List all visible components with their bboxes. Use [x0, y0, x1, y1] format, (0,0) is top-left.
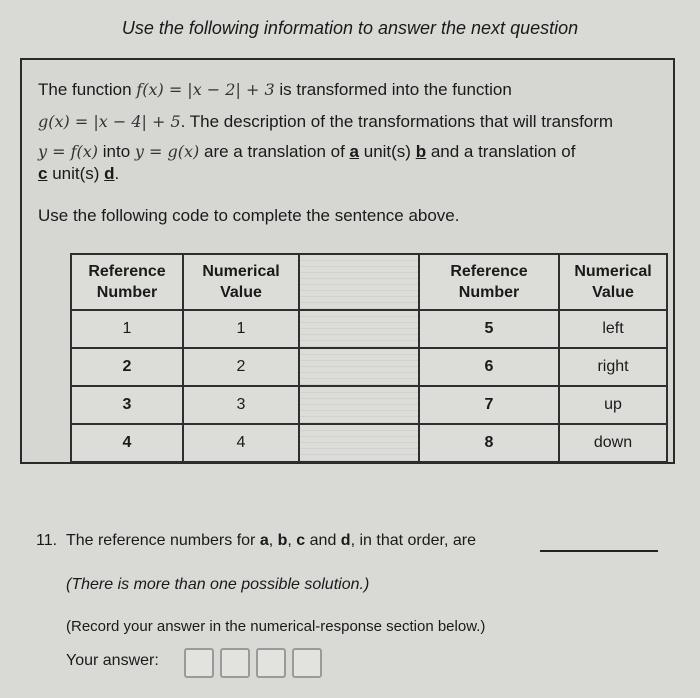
cell: left — [559, 310, 667, 348]
answer-digit-box-1[interactable] — [184, 648, 214, 678]
spacer-cell — [299, 424, 419, 462]
cell: 4 — [71, 424, 183, 462]
header-cell: Reference Number — [419, 254, 559, 310]
your-answer-label: Your answer: — [66, 652, 159, 669]
cell: 6 — [419, 348, 559, 386]
reference-table — [70, 253, 668, 463]
table-row — [71, 424, 667, 462]
cell: 1 — [71, 310, 183, 348]
question-text: The reference numbers for — [65, 532, 260, 549]
table-row — [71, 386, 667, 424]
header-cell: Reference Number — [71, 254, 183, 310]
question-text: , — [268, 532, 278, 549]
code-prompt: Use the following code to complete the sentence above. — [38, 206, 460, 225]
question-letter-a: a — [259, 532, 269, 549]
question-number: 11. — [36, 532, 58, 549]
equation-y-f: y = f(x) — [38, 142, 99, 161]
intro-text: . The description of the transformations that will transform — [180, 112, 614, 131]
blank-c: c — [38, 164, 48, 183]
intro-text: are a translation of — [199, 142, 350, 161]
function-f: f(x) = |x − 2| + 3 — [136, 80, 275, 99]
cell: 1 — [183, 310, 299, 348]
question-instruction: (Record your answer in the numerical-response section below.) — [66, 618, 486, 635]
cell: 3 — [183, 386, 299, 424]
question-text: , in that order, are — [350, 532, 476, 549]
table-row — [71, 348, 667, 386]
cell: up — [559, 386, 667, 424]
intro-text: into — [98, 142, 135, 161]
question-letter-d: d — [340, 532, 351, 549]
intro-text: is transformed into the function — [279, 80, 512, 99]
table-row — [71, 310, 667, 348]
spacer-cell — [299, 348, 419, 386]
blank-d: d — [104, 164, 115, 183]
blank-a: a — [349, 142, 360, 161]
function-g: g(x) = |x − 4| + 5 — [38, 112, 181, 131]
question-letter-b: b — [277, 532, 288, 549]
question-text: and — [305, 532, 341, 549]
intro-text: and a translation of — [426, 142, 576, 161]
answer-blank-line — [540, 550, 658, 552]
intro-text: unit(s) — [359, 142, 416, 161]
cell: 2 — [71, 348, 183, 386]
table-header-row — [71, 254, 667, 310]
question-note: (There is more than one possible solution.) — [66, 576, 370, 593]
intro-line-3 — [38, 142, 575, 162]
cell: 8 — [419, 424, 559, 462]
cell: 4 — [183, 424, 299, 462]
answer-digit-box-2[interactable] — [220, 648, 250, 678]
intro-line-4 — [38, 164, 119, 184]
header-cell: Numerical Value — [183, 254, 299, 310]
question-line — [36, 532, 476, 550]
cell: 7 — [419, 386, 559, 424]
intro-text: The function — [38, 80, 132, 99]
cell: right — [559, 348, 667, 386]
equation-y-g: y = g(x) — [134, 142, 200, 161]
information-box — [20, 58, 675, 464]
answer-digit-box-3[interactable] — [256, 648, 286, 678]
question-text: , — [287, 532, 297, 549]
intro-line-2 — [38, 112, 613, 132]
intro-line-1 — [38, 80, 512, 100]
page-header: Use the following information to answer the next question — [121, 18, 579, 38]
question-letter-c: c — [296, 532, 306, 549]
intro-text: unit(s) — [47, 164, 105, 183]
spacer-cell — [299, 254, 419, 310]
cell: 3 — [71, 386, 183, 424]
header-cell: Numerical Value — [559, 254, 667, 310]
cell: down — [559, 424, 667, 462]
spacer-cell — [299, 310, 419, 348]
intro-text: . — [114, 164, 120, 183]
spacer-cell — [299, 386, 419, 424]
blank-b: b — [415, 142, 427, 161]
answer-digit-box-4[interactable] — [292, 648, 322, 678]
cell: 2 — [183, 348, 299, 386]
cell: 5 — [419, 310, 559, 348]
